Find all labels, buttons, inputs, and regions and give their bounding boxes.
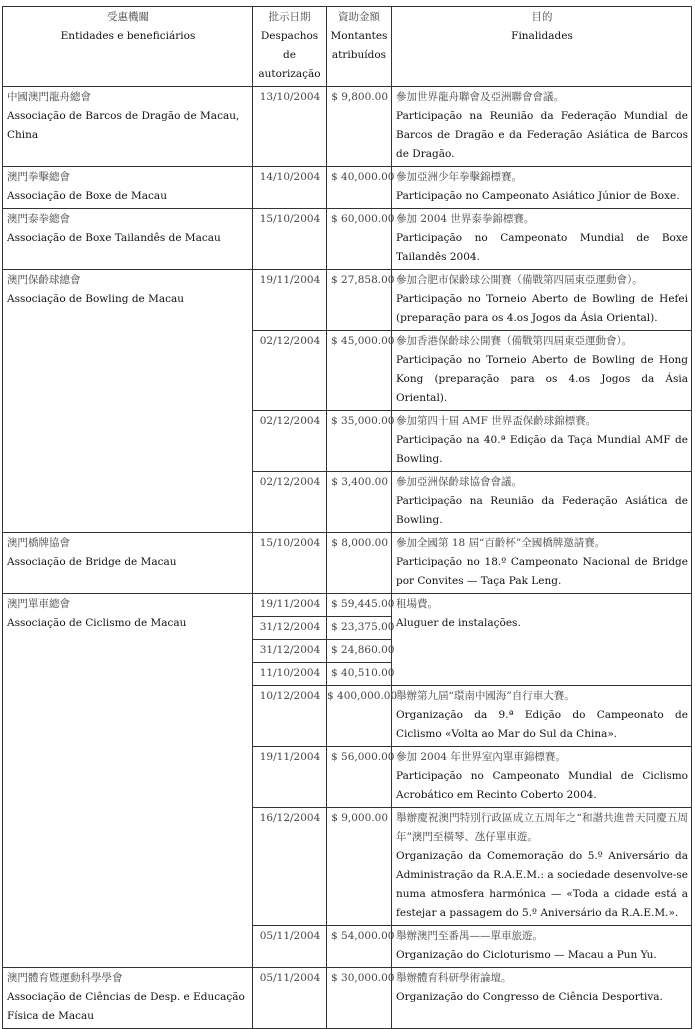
purpose-zh: 參加 2004 世界泰拳錦標賽。 [396, 213, 535, 225]
amount-cell: $ 60,000.00 [327, 209, 392, 270]
purpose-cell [392, 594, 692, 686]
entity-name-pt: Associação de Ciclismo de Macau [7, 617, 187, 629]
purpose-cell [392, 472, 692, 533]
date-cell: 02/12/2004 [253, 331, 327, 411]
table-row [3, 270, 692, 331]
entity-cell [3, 167, 253, 209]
entity-name-pt: Associação de Bridge de Macau [7, 556, 177, 568]
date-cell: 19/11/2004 [253, 270, 327, 331]
date-cell: 15/10/2004 [253, 533, 327, 594]
date-cell: 31/12/2004 [253, 617, 327, 640]
header-date-pt2: autorização [258, 68, 321, 80]
date-cell: 19/11/2004 [253, 594, 327, 617]
date-cell: 31/12/2004 [253, 640, 327, 663]
entity-name-zh: 澳門體育暨運動科學學會 [7, 972, 123, 984]
date-cell: 15/10/2004 [253, 209, 327, 270]
entity-name-zh: 澳門拳擊總會 [7, 171, 70, 183]
purpose-pt: Participação no 18.º Campeonato Nacional de Bridge por Convites — Taça Pak Leng. [396, 556, 688, 587]
purpose-zh: 租場費。 [396, 598, 438, 610]
date-cell: 14/10/2004 [253, 167, 327, 209]
date-cell: 19/11/2004 [253, 747, 327, 808]
amount-cell: $ 27,858.00 [327, 270, 392, 331]
purpose-cell [392, 926, 692, 968]
header-purpose-pt: Finalidades [511, 30, 573, 42]
amount-cell: $ 59,445.00 [327, 594, 392, 617]
amount-cell: $ 30,000.00 [327, 968, 392, 1029]
purpose-zh: 參加全國第 18 屆“百齡杯”全國橋牌邀請賽。 [396, 537, 606, 549]
amount-cell: $ 23,375.00 [327, 617, 392, 640]
header-date-pt1: Despachos de [260, 30, 319, 61]
date-cell: 02/12/2004 [253, 472, 327, 533]
purpose-pt: Participação no Campeonato Asiático Júnior de Boxe. [396, 190, 680, 202]
header-entity-zh: 受惠機關 [107, 11, 149, 23]
purpose-cell [392, 411, 692, 472]
purpose-cell [392, 808, 692, 926]
purpose-cell [392, 270, 692, 331]
amount-cell: $ 24,860.00 [327, 640, 392, 663]
purpose-zh: 舉辦慶祝澳門特別行政區成立五周年之“和諧共進普天同慶五周年”澳門至橫琴、氹仔單車遊。 [396, 812, 688, 843]
purpose-cell [392, 209, 692, 270]
entity-name-zh: 澳門泰拳總會 [7, 213, 70, 225]
purpose-cell [392, 87, 692, 167]
entity-name-zh: 澳門保齡球總會 [7, 274, 81, 286]
amount-cell: $ 40,000.00 [327, 167, 392, 209]
entity-cell [3, 87, 253, 167]
purpose-cell [392, 686, 692, 747]
entity-name-pt: Associação de Barcos de Dragão de Macau, China [7, 110, 240, 141]
amount-cell: $ 35,000.00 [327, 411, 392, 472]
amount-cell: $ 400,000.00 [327, 686, 392, 747]
purpose-pt: Participação no Campeonato Mundial de Ciclismo Acrobático em Recinto Coberto 2004. [396, 770, 688, 801]
date-cell: 02/12/2004 [253, 411, 327, 472]
purpose-pt: Participação na Reunião da Federação Asiática de Bowling. [396, 495, 688, 526]
header-amount [327, 7, 392, 87]
table-row [3, 87, 692, 167]
amount-cell: $ 9,800.00 [327, 87, 392, 167]
entity-name-zh: 中國澳門龍舟總會 [7, 91, 91, 103]
purpose-cell [392, 331, 692, 411]
entity-name-pt: Associação de Ciências de Desp. e Educação Física de Macau [7, 991, 245, 1022]
purpose-zh: 參加亞洲少年拳擊錦標賽。 [396, 171, 522, 183]
purpose-cell [392, 968, 692, 1029]
entity-cell [3, 968, 253, 1029]
header-date [253, 7, 327, 87]
purpose-pt: Participação na 40.ª Edição da Taça Mundial AMF de Bowling. [396, 434, 688, 465]
purpose-pt: Organização do Congresso de Ciência Desportiva. [396, 991, 663, 1003]
entity-cell [3, 594, 253, 968]
header-purpose [392, 7, 692, 87]
purpose-pt: Participação no Torneio Aberto de Bowling de Hong Kong (preparação para os 4.os Jogos da Ásia Oriental). [396, 354, 688, 404]
purpose-pt: Participação na Reunião da Federação Mundial de Barcos de Dragão e da Federação Asiática de Barcos de Dragão. [396, 110, 688, 160]
purpose-zh: 參加第四十屆 AMF 世界盃保齡球錦標賽。 [396, 415, 597, 427]
purpose-zh: 參加香港保齡球公開賽（備戰第四屆東亞運動會）。 [396, 335, 633, 347]
table-header-row [3, 7, 692, 87]
date-cell: 05/11/2004 [253, 926, 327, 968]
purpose-pt: Participação no Campeonato Mundial de Boxe Tailandês 2004. [396, 232, 688, 263]
header-amount-pt1: Montantes [330, 30, 388, 42]
entity-name-pt: Associação de Bowling de Macau [7, 293, 185, 305]
header-entity [3, 7, 253, 87]
entity-name-zh: 澳門橋牌協會 [7, 537, 70, 549]
table-row [3, 209, 692, 270]
entity-cell [3, 270, 253, 533]
purpose-zh: 舉辦第九屆“環南中國海”自行車大賽。 [396, 690, 575, 702]
entity-cell [3, 209, 253, 270]
amount-cell: $ 40,510.00 [327, 663, 392, 686]
purpose-pt: Organização do Cicloturismo — Macau a Pun Yu. [396, 949, 657, 961]
header-amount-zh: 資助金額 [338, 11, 380, 23]
header-date-zh: 批示日期 [268, 11, 311, 23]
grants-table [2, 6, 692, 1029]
table-row [3, 533, 692, 594]
purpose-cell [392, 167, 692, 209]
date-cell: 11/10/2004 [253, 663, 327, 686]
amount-cell: $ 45,000.00 [327, 331, 392, 411]
date-cell: 10/12/2004 [253, 686, 327, 747]
purpose-pt: Organização da 9.ª Edição do Campeonato de Ciclismo «Volta ao Mar do Sul da China». [396, 709, 688, 740]
purpose-cell [392, 747, 692, 808]
purpose-zh: 參加亞洲保齡球協會會議。 [396, 476, 522, 488]
entity-name-pt: Associação de Boxe Tailandês de Macau [7, 232, 221, 244]
amount-cell: $ 56,000.00 [327, 747, 392, 808]
amount-cell: $ 3,400.00 [327, 472, 392, 533]
header-entity-pt: Entidades e beneficiários [60, 30, 196, 42]
purpose-zh: 舉辦澳門至番禺——單車旅遊。 [396, 930, 543, 942]
purpose-zh: 參加 2004 年世界室內單車錦標賽。 [396, 751, 566, 763]
date-cell: 16/12/2004 [253, 808, 327, 926]
purpose-cell [392, 533, 692, 594]
date-cell: 05/11/2004 [253, 968, 327, 1029]
purpose-pt: Organização da Comemoração do 5.º Aniversário da Administração da R.A.E.M.: a sociedade desenvolve-se numa atmosfera harmónica — «Toda a cidade está a festejar a passagem do 5.º Aniversário da R.A.E.M.». [396, 850, 688, 919]
header-amount-pt2: atribuídos [331, 49, 387, 61]
table-row [3, 968, 692, 1029]
date-cell: 13/10/2004 [253, 87, 327, 167]
entity-name-zh: 澳門單車總會 [7, 598, 70, 610]
table-row [3, 594, 692, 617]
purpose-pt: Participação no Torneio Aberto de Bowling de Hefei (preparação para os 4.os Jogos da Ásia Oriental). [396, 293, 688, 324]
entity-name-pt: Associação de Boxe de Macau [7, 190, 167, 202]
purpose-zh: 參加合肥市保齡球公開賽（備戰第四屆東亞運動會）。 [396, 274, 643, 286]
amount-cell: $ 9,000.00 [327, 808, 392, 926]
purpose-zh: 參加世界龍舟聯會及亞洲聯會會議。 [396, 91, 564, 103]
header-purpose-zh: 目的 [531, 11, 553, 23]
purpose-pt: Aluguer de instalações. [396, 617, 521, 629]
entity-cell [3, 533, 253, 594]
amount-cell: $ 54,000.00 [327, 926, 392, 968]
purpose-zh: 舉辦體育科研學術論壇。 [396, 972, 512, 984]
amount-cell: $ 8,000.00 [327, 533, 392, 594]
table-row [3, 167, 692, 209]
